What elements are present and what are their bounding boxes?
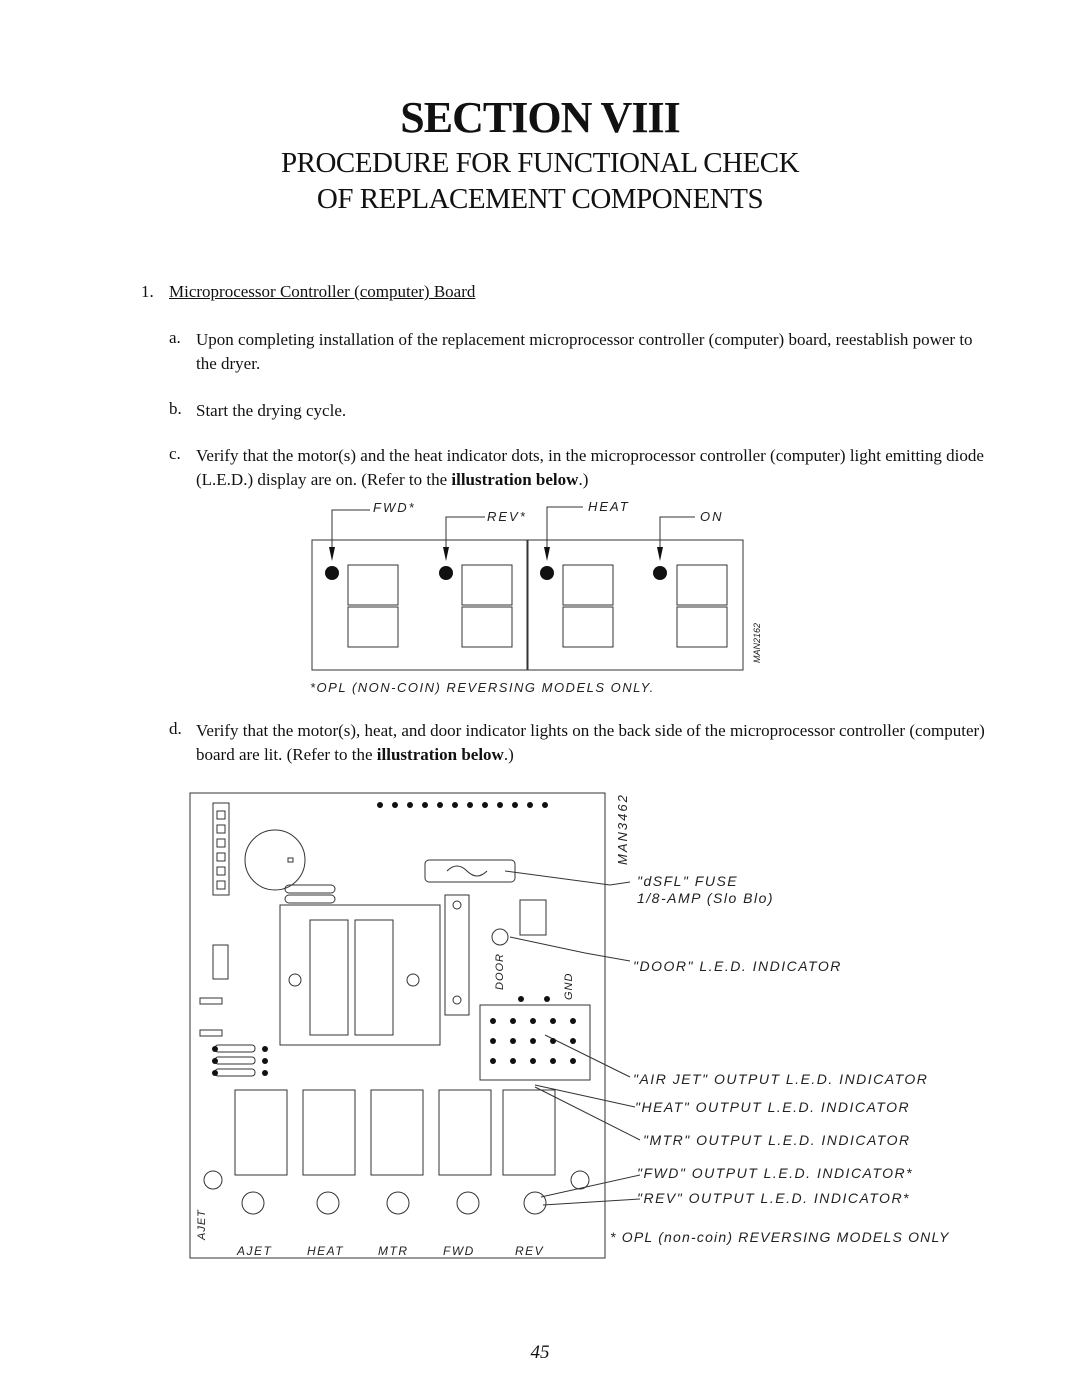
- fwd-indicator-dot: [325, 566, 339, 580]
- rev-label: REV*: [487, 509, 527, 524]
- step-d-letter: d.: [169, 719, 182, 738]
- fuse-holder: [425, 860, 515, 882]
- board-gnd-text: GND: [563, 972, 575, 1000]
- step-c-text: [196, 444, 996, 492]
- heat-label: HEAT: [588, 499, 630, 514]
- on-indicator-dot: [653, 566, 667, 580]
- mtr-led: [387, 1192, 409, 1214]
- step-a-text: Upon completing installation of the replacement microprocessor controller (computer) board, reestablish power to the dryer.: [196, 330, 973, 373]
- fwd-led: [457, 1192, 479, 1214]
- bottom-label-ajet: AJET: [237, 1244, 273, 1258]
- step-a-letter: a.: [169, 328, 181, 347]
- fwd-label: FWD*: [373, 500, 416, 515]
- board-footnote: * OPL (non-coin) REVERSING MODELS ONLY: [610, 1229, 950, 1245]
- bottom-label-mtr: MTR: [378, 1244, 409, 1258]
- step-c-text-pre: Verify that the motor(s) and the heat indicator dots, in the microprocessor controller (computer) light emitting diode (L.E.D.) display are on. (Refer to the: [196, 446, 984, 489]
- bottom-label-fwd: FWD: [443, 1244, 475, 1258]
- step-d-bold: illustration below: [376, 745, 504, 764]
- fuse-label-2: 1/8-AMP (Slo Blo): [637, 890, 775, 906]
- display-drawing-id: MAN2162: [752, 622, 762, 663]
- on-label: ON: [700, 509, 724, 524]
- heat-led: [317, 1192, 339, 1214]
- led-display-illustration: [300, 495, 760, 700]
- door-indicator-label: "DOOR" L.E.D. INDICATOR: [633, 958, 842, 974]
- item-title: Microprocessor Controller (computer) Board: [169, 282, 476, 301]
- section-title: SECTION VIII: [400, 93, 680, 142]
- board-illustration: [185, 785, 965, 1265]
- item-number: 1.: [141, 282, 154, 301]
- buzzer: [245, 830, 305, 890]
- step-b-letter: b.: [169, 399, 182, 418]
- rev-indicator-label: "REV" OUTPUT L.E.D. INDICATOR*: [637, 1190, 911, 1206]
- rev-led: [524, 1192, 546, 1214]
- step-d-text: [196, 719, 996, 767]
- mtr-indicator-label: "MTR" OUTPUT L.E.D. INDICATOR: [643, 1132, 911, 1148]
- bottom-label-heat: HEAT: [307, 1244, 345, 1258]
- rev-indicator-dot: [439, 566, 453, 580]
- step-c-bold: illustration below: [451, 470, 579, 489]
- board-door-text: DOOR: [494, 953, 506, 990]
- fuse-label-1: "dSFL" FUSE: [637, 873, 739, 889]
- board-ajet-side-text: AJET: [196, 1209, 208, 1240]
- heat-indicator-label: "HEAT" OUTPUT L.E.D. INDICATOR: [635, 1099, 911, 1115]
- board-outline: [190, 793, 605, 1258]
- page-number: 45: [530, 1342, 550, 1363]
- ajet-led: [242, 1192, 264, 1214]
- step-c-letter: c.: [169, 444, 181, 463]
- board-drawing-id: MAN3462: [615, 793, 630, 865]
- step-b-text: Start the drying cycle.: [196, 401, 347, 420]
- step-d-text-post: .): [503, 745, 514, 764]
- display-footnote: *OPL (NON-COIN) REVERSING MODELS ONLY.: [310, 680, 655, 695]
- air-jet-indicator-label: "AIR JET" OUTPUT L.E.D. INDICATOR: [633, 1071, 929, 1087]
- subtitle-line-2: OF REPLACEMENT COMPONENTS: [316, 183, 764, 215]
- heat-indicator-dot: [540, 566, 554, 580]
- fwd-indicator-label: "FWD" OUTPUT L.E.D. INDICATOR*: [637, 1165, 914, 1181]
- door-led: [492, 929, 508, 945]
- step-d-text-pre: Verify that the motor(s), heat, and door indicator lights on the back side of the microprocessor controller (computer) board are lit. (Refer to the: [196, 721, 985, 764]
- subtitle-line-1: PROCEDURE FOR FUNCTIONAL CHECK: [280, 147, 800, 179]
- bottom-label-rev: REV: [515, 1244, 545, 1258]
- step-c-text-post: .): [578, 470, 589, 489]
